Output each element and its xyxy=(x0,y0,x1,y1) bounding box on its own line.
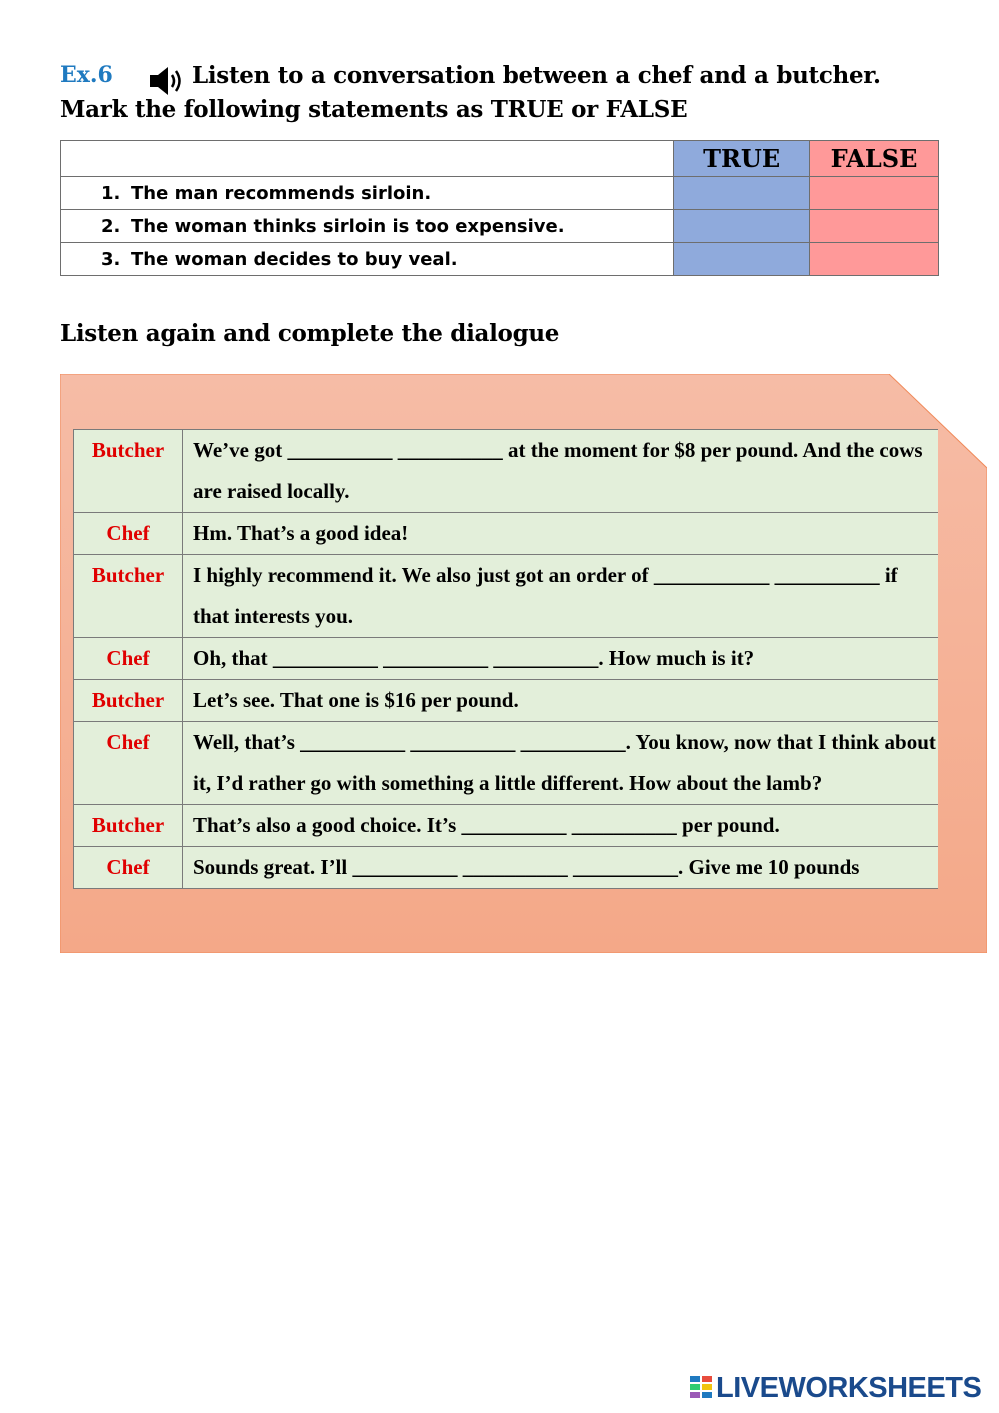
statement-number: 2. xyxy=(101,215,121,237)
true-answer-cell[interactable] xyxy=(674,243,810,276)
instruction-heading-line2: Mark the following statements as TRUE or FALSE xyxy=(60,96,688,123)
dialogue-row xyxy=(74,513,939,555)
dialogue-line[interactable]: Hm. That’s a good idea! xyxy=(183,513,939,555)
tf-header-false: FALSE xyxy=(809,141,938,177)
dialogue-row xyxy=(74,638,939,680)
tf-row xyxy=(61,177,939,210)
statement-number: 1. xyxy=(101,182,121,204)
logo-blocks-icon xyxy=(690,1376,714,1404)
tf-statement xyxy=(61,210,674,243)
speaker-label: Chef xyxy=(74,513,183,555)
tf-statement xyxy=(61,177,674,210)
speaker-label: Chef xyxy=(74,722,183,805)
statement-text: The woman decides to buy veal. xyxy=(131,248,458,270)
dialogue-row xyxy=(74,805,939,847)
speaker-label: Butcher xyxy=(74,680,183,722)
liveworksheets-logo xyxy=(690,1374,990,1406)
speaker-label: Chef xyxy=(74,847,183,889)
dialogue-line[interactable]: I highly recommend it. We also just got an order of ___________ __________ if that interests you. xyxy=(183,555,939,638)
dialogue-row xyxy=(74,680,939,722)
tf-statement xyxy=(61,243,674,276)
false-answer-cell[interactable] xyxy=(809,210,938,243)
false-answer-cell[interactable] xyxy=(809,243,938,276)
speaker-label: Butcher xyxy=(74,555,183,638)
tf-row xyxy=(61,210,939,243)
footer-brand: LIVEWORKSHEETS xyxy=(716,1372,982,1404)
statement-text: The woman thinks sirloin is too expensive. xyxy=(131,215,565,237)
speaker-icon[interactable] xyxy=(146,64,186,98)
dialogue-line[interactable]: Sounds great. I’ll __________ __________ __________. Give me 10 pounds xyxy=(183,847,939,889)
dialogue-row xyxy=(74,430,939,513)
dialogue-line[interactable]: Oh, that __________ __________ __________. How much is it? xyxy=(183,638,939,680)
dialogue-row xyxy=(74,847,939,889)
speaker-label: Butcher xyxy=(74,805,183,847)
tf-header-true: TRUE xyxy=(674,141,810,177)
instruction-heading-line1: Listen to a conversation between a chef and a butcher. xyxy=(192,62,881,89)
false-answer-cell[interactable] xyxy=(809,177,938,210)
dialogue-heading: Listen again and complete the dialogue xyxy=(60,320,560,347)
dialogue-line[interactable]: Let’s see. That one is $16 per pound. xyxy=(183,680,939,722)
true-answer-cell[interactable] xyxy=(674,177,810,210)
speaker-label: Butcher xyxy=(74,430,183,513)
dialogue-line[interactable]: That’s also a good choice. It’s __________ __________ per pound. xyxy=(183,805,939,847)
dialogue-row xyxy=(74,722,939,805)
exercise-label: Ex.6 xyxy=(60,62,113,88)
true-answer-cell[interactable] xyxy=(674,210,810,243)
speaker-label: Chef xyxy=(74,638,183,680)
dialogue-row xyxy=(74,555,939,638)
tf-header-blank xyxy=(61,141,674,177)
dialogue-table xyxy=(73,429,938,889)
tf-row xyxy=(61,243,939,276)
statement-text: The man recommends sirloin. xyxy=(131,182,432,204)
dialogue-line[interactable]: Well, that’s __________ __________ __________. You know, now that I think about it, I’d rather go with something a little different. How about the lamb? xyxy=(183,722,939,805)
dialogue-line[interactable]: We’ve got __________ __________ at the moment for $8 per pound. And the cows are raised locally. xyxy=(183,430,939,513)
true-false-table xyxy=(60,140,939,276)
statement-number: 3. xyxy=(101,248,121,270)
